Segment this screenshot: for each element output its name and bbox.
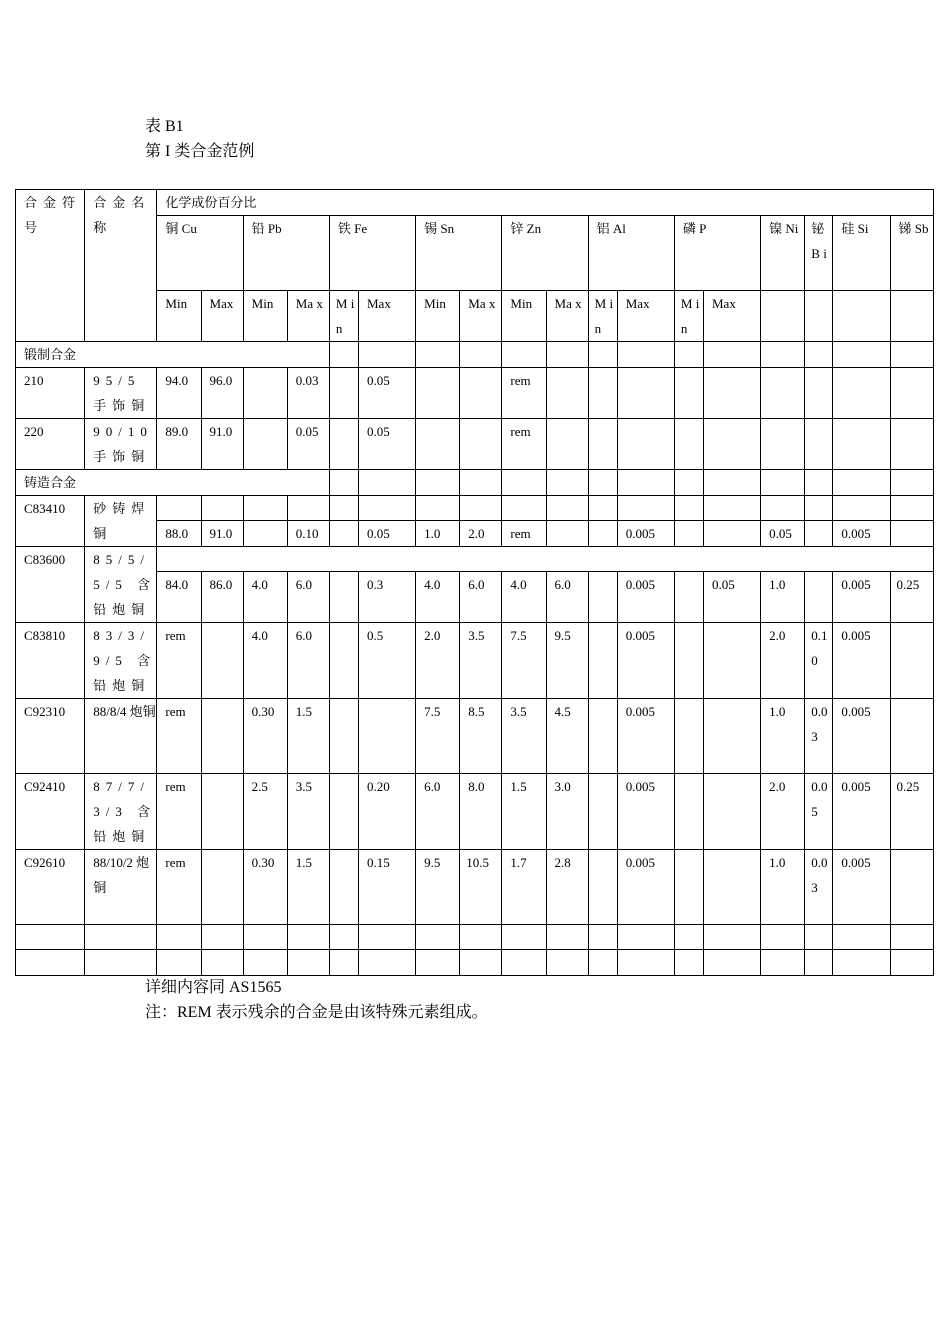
detail-note: 详细内容同 AS1565 bbox=[145, 979, 282, 996]
header-zn-max: Ma x bbox=[546, 291, 588, 342]
header-al-max: Max bbox=[617, 291, 674, 342]
table-row: 210 95/5 手饰铜 94.0 96.0 0.03 0.05 rem bbox=[16, 368, 934, 419]
rem-note: 注：REM 表示残余的合金是由该特殊元素组成。 bbox=[145, 1004, 488, 1021]
header-alloy-name: 合金名称 bbox=[85, 190, 157, 342]
header-alloy-symbol: 合金符号 bbox=[16, 190, 85, 342]
table-row: C92310 88/8/4 炮铜 rem 0.30 1.5 7.5 8.5 3.5 4.5 0.005 1.0 0.03 0.005 bbox=[16, 699, 934, 774]
header-fe-max: Max bbox=[359, 291, 416, 342]
header-p-max: Max bbox=[704, 291, 761, 342]
table-row: C83410 砂铸焊铜 bbox=[16, 496, 934, 521]
header-pb: 铅 Pb bbox=[243, 216, 329, 291]
header-bi: 铋 B i bbox=[805, 216, 833, 291]
header-sn-max: Ma x bbox=[460, 291, 502, 342]
header-cu-max: Max bbox=[201, 291, 243, 342]
empty-row bbox=[16, 950, 934, 976]
header-si: 硅 Si bbox=[833, 216, 890, 291]
table-label: 表 B1 bbox=[145, 118, 184, 135]
header-p: 磷 P bbox=[674, 216, 760, 291]
table-subtitle: 第 I 类合金范例 bbox=[145, 143, 255, 160]
header-al-min: M in bbox=[588, 291, 617, 342]
table-row: 84.0 86.0 4.0 6.0 0.3 4.0 6.0 4.0 6.0 0.005 0.05 1.0 0.005 0.25 bbox=[16, 572, 934, 623]
header-zn-min: Min bbox=[502, 291, 546, 342]
header-ni: 镍 Ni bbox=[761, 216, 805, 291]
table-row: C83600 85/5/5/5 含铅炮铜 bbox=[16, 547, 934, 572]
header-pb-max: Ma x bbox=[287, 291, 329, 342]
header-fe: 铁 Fe bbox=[329, 216, 415, 291]
header-al: 铝 Al bbox=[588, 216, 674, 291]
section-wrought: 锻制合金 bbox=[16, 342, 330, 368]
table-row: C92410 87/7/3/3 含铅炮铜 rem 2.5 3.5 0.20 6.0 8.0 1.5 3.0 0.005 2.0 0.05 0.005 0.25 bbox=[16, 774, 934, 850]
table-row: 88.0 91.0 0.10 0.05 1.0 2.0 rem 0.005 0.05 0.005 bbox=[16, 521, 934, 547]
header-cu-min: Min bbox=[157, 291, 201, 342]
header-fe-min: M in bbox=[329, 291, 358, 342]
header-composition: 化学成份百分比 bbox=[157, 190, 934, 216]
table-row: C83810 83/3/9/5 含铅炮铜 rem 4.0 6.0 0.5 2.0 3.5 7.5 9.5 0.005 2.0 0.10 0.005 bbox=[16, 623, 934, 699]
table-row: C92610 88/10/2 炮铜 rem 0.30 1.5 0.15 9.5 10.5 1.7 2.8 0.005 1.0 0.03 0.005 bbox=[16, 850, 934, 925]
section-cast: 铸造合金 bbox=[16, 470, 330, 496]
header-sn: 锡 Sn bbox=[416, 216, 502, 291]
header-sn-min: Min bbox=[416, 291, 460, 342]
header-p-min: M in bbox=[674, 291, 703, 342]
header-sb: 锑 Sb bbox=[890, 216, 933, 291]
header-zn: 锌 Zn bbox=[502, 216, 588, 291]
empty-row bbox=[16, 925, 934, 950]
header-cu: 铜 Cu bbox=[157, 216, 243, 291]
header-pb-min: Min bbox=[243, 291, 287, 342]
alloy-composition-table bbox=[15, 189, 934, 976]
table-row: 220 90/10 手饰铜 89.0 91.0 0.05 0.05 rem bbox=[16, 419, 934, 470]
